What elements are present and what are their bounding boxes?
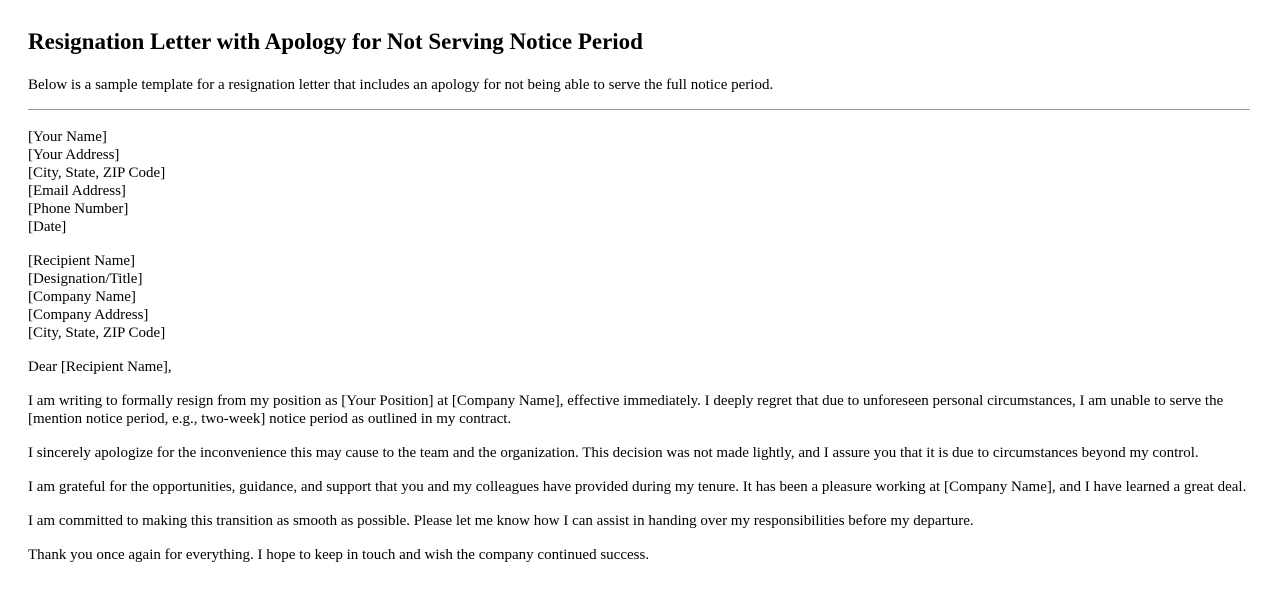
letter-date: [Date] bbox=[28, 219, 67, 235]
body-paragraph-closing: Thank you once again for everything. I hope to keep in touch and wish the company continued success. bbox=[28, 547, 650, 563]
divider bbox=[28, 109, 1250, 110]
recipient-company-name: [Company Name] bbox=[28, 289, 136, 305]
recipient-company-address: [Company Address] bbox=[28, 307, 149, 323]
sender-address: [Your Address] bbox=[28, 147, 120, 163]
recipient-name: [Recipient Name] bbox=[28, 253, 136, 269]
recipient-designation: [Designation/Title] bbox=[28, 271, 143, 287]
salutation: Dear [Recipient Name], bbox=[28, 359, 172, 375]
recipient-city-state-zip: [City, State, ZIP Code] bbox=[28, 325, 166, 341]
intro-text: Below is a sample template for a resignation letter that includes an apology for not being able to serve the full notice period. bbox=[28, 77, 774, 93]
sender-phone: [Phone Number] bbox=[28, 201, 129, 217]
recipient-address-block bbox=[28, 252, 1250, 342]
body-paragraph-transition: I am committed to making this transition as smooth as possible. Please let me know how I can assist in handing over my responsibilities before my departure. bbox=[28, 513, 974, 529]
body-paragraph-apology: I sincerely apologize for the inconvenience this may cause to the team and the organization. This decision was not made lightly, and I assure you that it is due to circumstances beyond my control. bbox=[28, 445, 1199, 461]
page-title: Resignation Letter with Apology for Not Serving Notice Period bbox=[28, 29, 643, 54]
body-paragraph-gratitude: I am grateful for the opportunities, guidance, and support that you and my colleagues have provided during my tenure. It has been a pleasure working at [Company Name], and I have learned a great deal. bbox=[28, 479, 1247, 495]
sender-email: [Email Address] bbox=[28, 183, 126, 199]
body-paragraph-resignation: I am writing to formally resign from my position as [Your Position] at [Company Name], effective immediately. I deeply regret that due to unforeseen personal circumstances, I am unable to serve the [mention notice period, e.g., two-week] notice period as outlined in my contract. bbox=[28, 393, 1224, 427]
sender-name: [Your Name] bbox=[28, 129, 107, 145]
sender-city-state-zip: [City, State, ZIP Code] bbox=[28, 165, 166, 181]
sender-address-block bbox=[28, 128, 1250, 236]
